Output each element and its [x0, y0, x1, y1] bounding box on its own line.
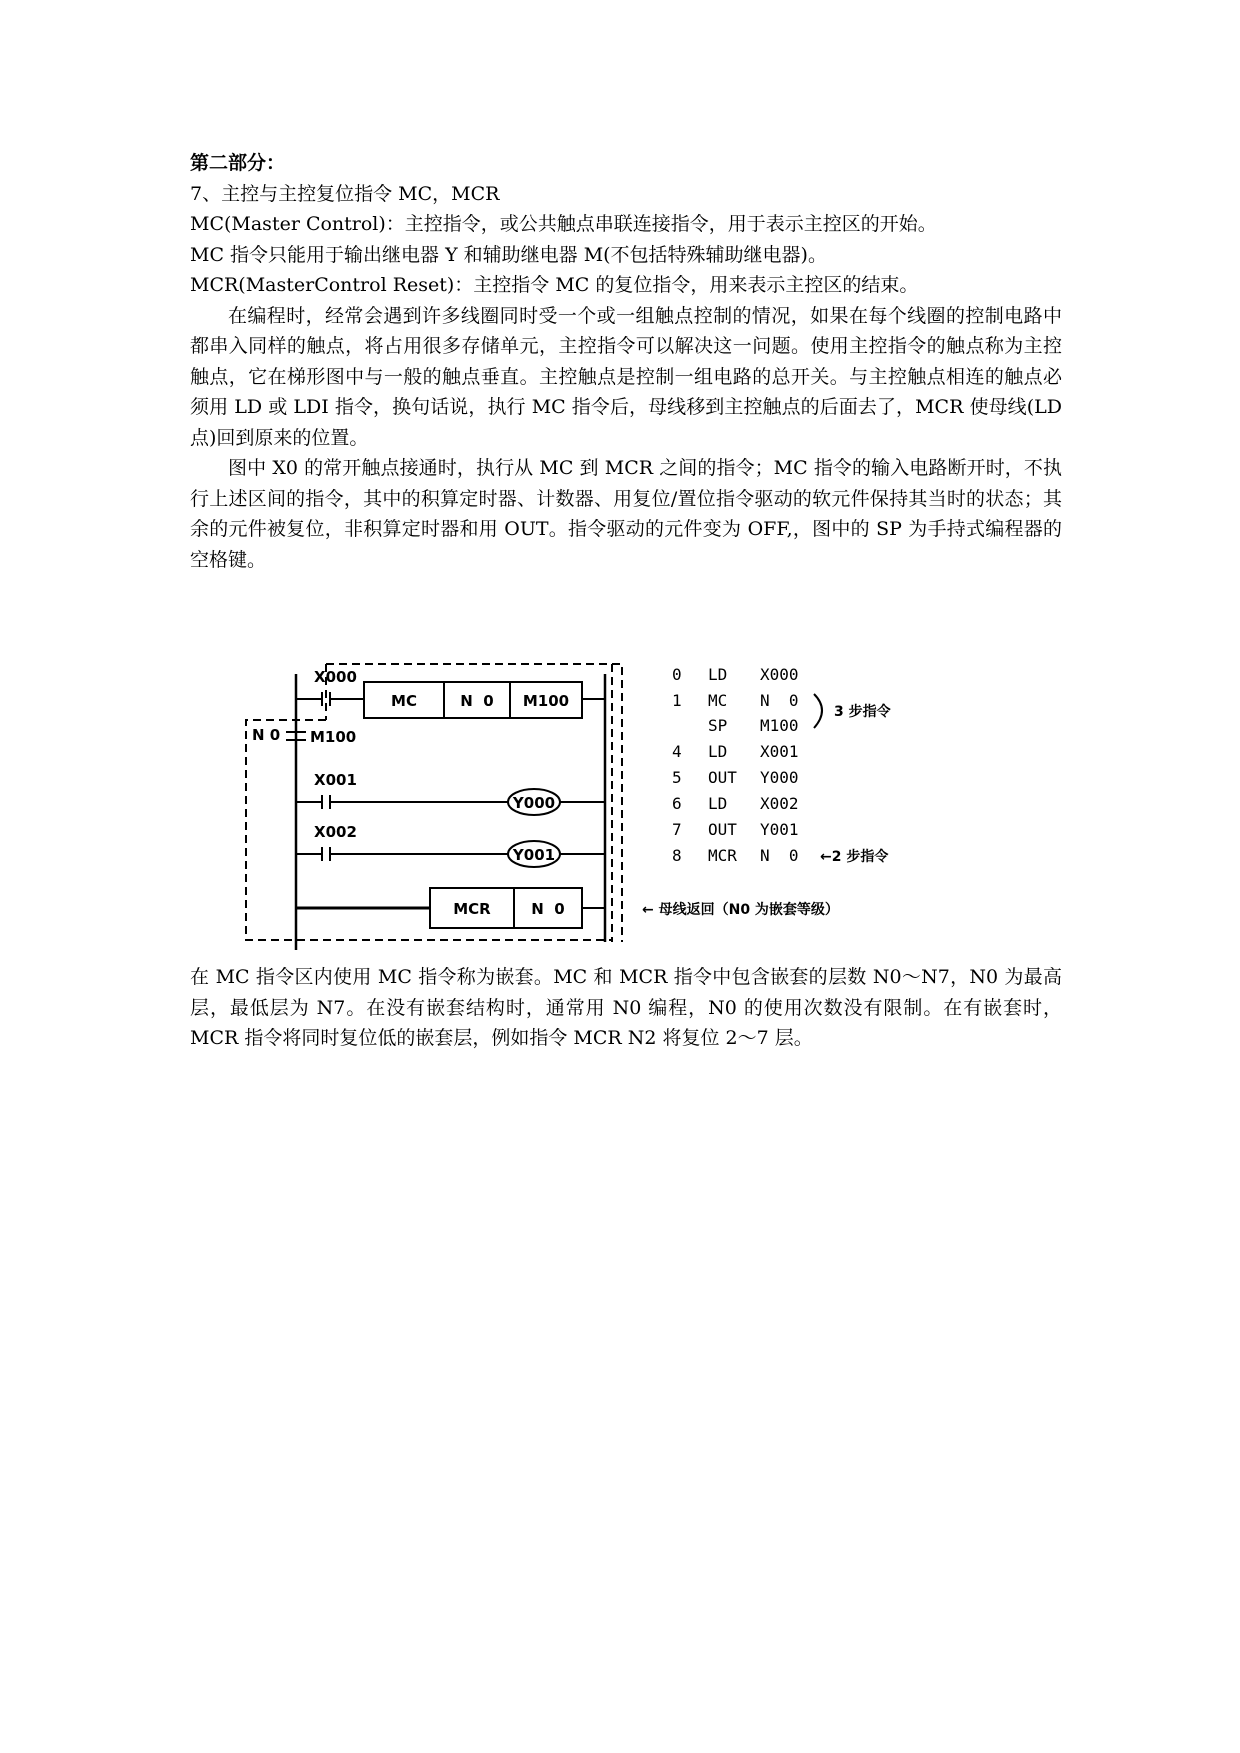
mc-box-op: MC — [391, 692, 417, 710]
program-row-2-op: SP — [708, 716, 728, 735]
three-step-note: 3 步指令 — [834, 704, 891, 720]
program-row-4-op: OUT — [708, 768, 737, 787]
program-row-7-op: MCR — [708, 846, 737, 865]
program-row-2-arg: M100 — [760, 716, 799, 735]
program-row-0-arg: X000 — [760, 665, 799, 684]
contact-x001-label: X001 — [314, 771, 357, 789]
instruction-list — [672, 665, 799, 865]
three-step-brace — [814, 694, 822, 728]
program-row-4-arg: Y000 — [760, 768, 799, 787]
program-row-1-op: MC — [708, 691, 728, 710]
program-row-5-step: 6 — [672, 794, 682, 813]
bus-return-note: ← 母线返回（N0 为嵌套等级） — [642, 902, 839, 918]
paragraph-2: 图中 X0 的常开触点接通时，执行从 MC 到 MCR 之间的指令；MC 指令的输入电路断开时，不执行上述区间的指令，其中的积算定时器、计数器、用复位/置位指令驱动的软元件保持其当时的状态；其余的元件被复位，非积算定时器和用 OUT。指令驱动的元件变为 OFF,，图中的 SP 为手持式编程器的空格键。 — [190, 457, 1062, 571]
program-row-3-step: 4 — [672, 742, 682, 761]
program-row-5-op: LD — [708, 794, 728, 813]
program-row-7-step: 8 — [672, 846, 682, 865]
contact-x002-label: X002 — [314, 823, 357, 841]
program-row-6-op: OUT — [708, 820, 737, 839]
nesting-paragraph-block — [190, 962, 1062, 1054]
definition-line-mc-scope: MC 指令只能用于输出继电器 Y 和辅助继电器 M(不包括特殊辅助继电器)。 — [190, 243, 827, 266]
program-row-4-step: 5 — [672, 768, 682, 787]
program-row-6-step: 7 — [672, 820, 682, 839]
mcr-box-op: MCR — [453, 900, 491, 918]
text-body — [190, 148, 1062, 575]
mc-box-nest: N 0 — [460, 692, 494, 710]
program-row-0-step: 0 — [672, 665, 682, 684]
coil-y001-label: Y001 — [512, 846, 556, 864]
program-row-5-arg: X002 — [760, 794, 799, 813]
program-row-3-op: LD — [708, 742, 728, 761]
section-title: 第二部分： — [190, 152, 286, 174]
program-row-6-arg: Y001 — [760, 820, 799, 839]
item-title: 7、主控与主控复位指令 MC，MCR — [190, 182, 500, 205]
master-contact-coil-label: M100 — [310, 728, 357, 746]
program-row-1-step: 1 — [672, 691, 682, 710]
two-step-note: ←2 步指令 — [820, 849, 889, 865]
coil-y000-label: Y000 — [512, 794, 556, 812]
contact-x000-label: X000 — [314, 668, 357, 686]
master-contact-nest-label: N 0 — [252, 726, 281, 744]
ladder-diagram — [230, 652, 930, 952]
paragraph-1: 在编程时，经常会遇到许多线圈同时受一个或一组触点控制的情况，如果在每个线圈的控制电路中都串入同样的触点，将占用很多存储单元，主控指令可以解决这一问题。使用主控指令的触点称为主控触点，它在梯形图中与一般的触点垂直。主控触点是控制一组电路的总开关。与主控触点相连的触点必须用 LD 或 LDI 指令，换句话说，执行 MC 指令后，母线移到主控触点的后面去了，MCR 使母线(LD 点)回到原来的位置。 — [190, 304, 1062, 449]
mcr-box-nest: N 0 — [531, 900, 565, 918]
nesting-paragraph: 在 MC 指令区内使用 MC 指令称为嵌套。MC 和 MCR 指令中包含嵌套的层数 N0～N7，N0 为最高层，最低层为 N7。在没有嵌套结构时，通常用 N0 编程，N0 的使用次数没有限制。在有嵌套时，MCR 指令将同时复位低的嵌套层，例如指令 MCR N2 将复位 2～7 层。 — [190, 966, 1062, 1049]
definition-line-mc: MC(Master Control)：主控指令，或公共触点串联连接指令，用于表示主控区的开始。 — [190, 213, 937, 235]
program-row-7-arg: N 0 — [760, 846, 799, 865]
program-row-0-op: LD — [708, 665, 728, 684]
program-row-1-arg: N 0 — [760, 691, 799, 710]
program-row-3-arg: X001 — [760, 742, 799, 761]
definition-line-mcr: MCR(MasterControl Reset)：主控指令 MC 的复位指令，用来表示主控区的结束。 — [190, 274, 919, 296]
mc-box-device: M100 — [522, 692, 570, 710]
